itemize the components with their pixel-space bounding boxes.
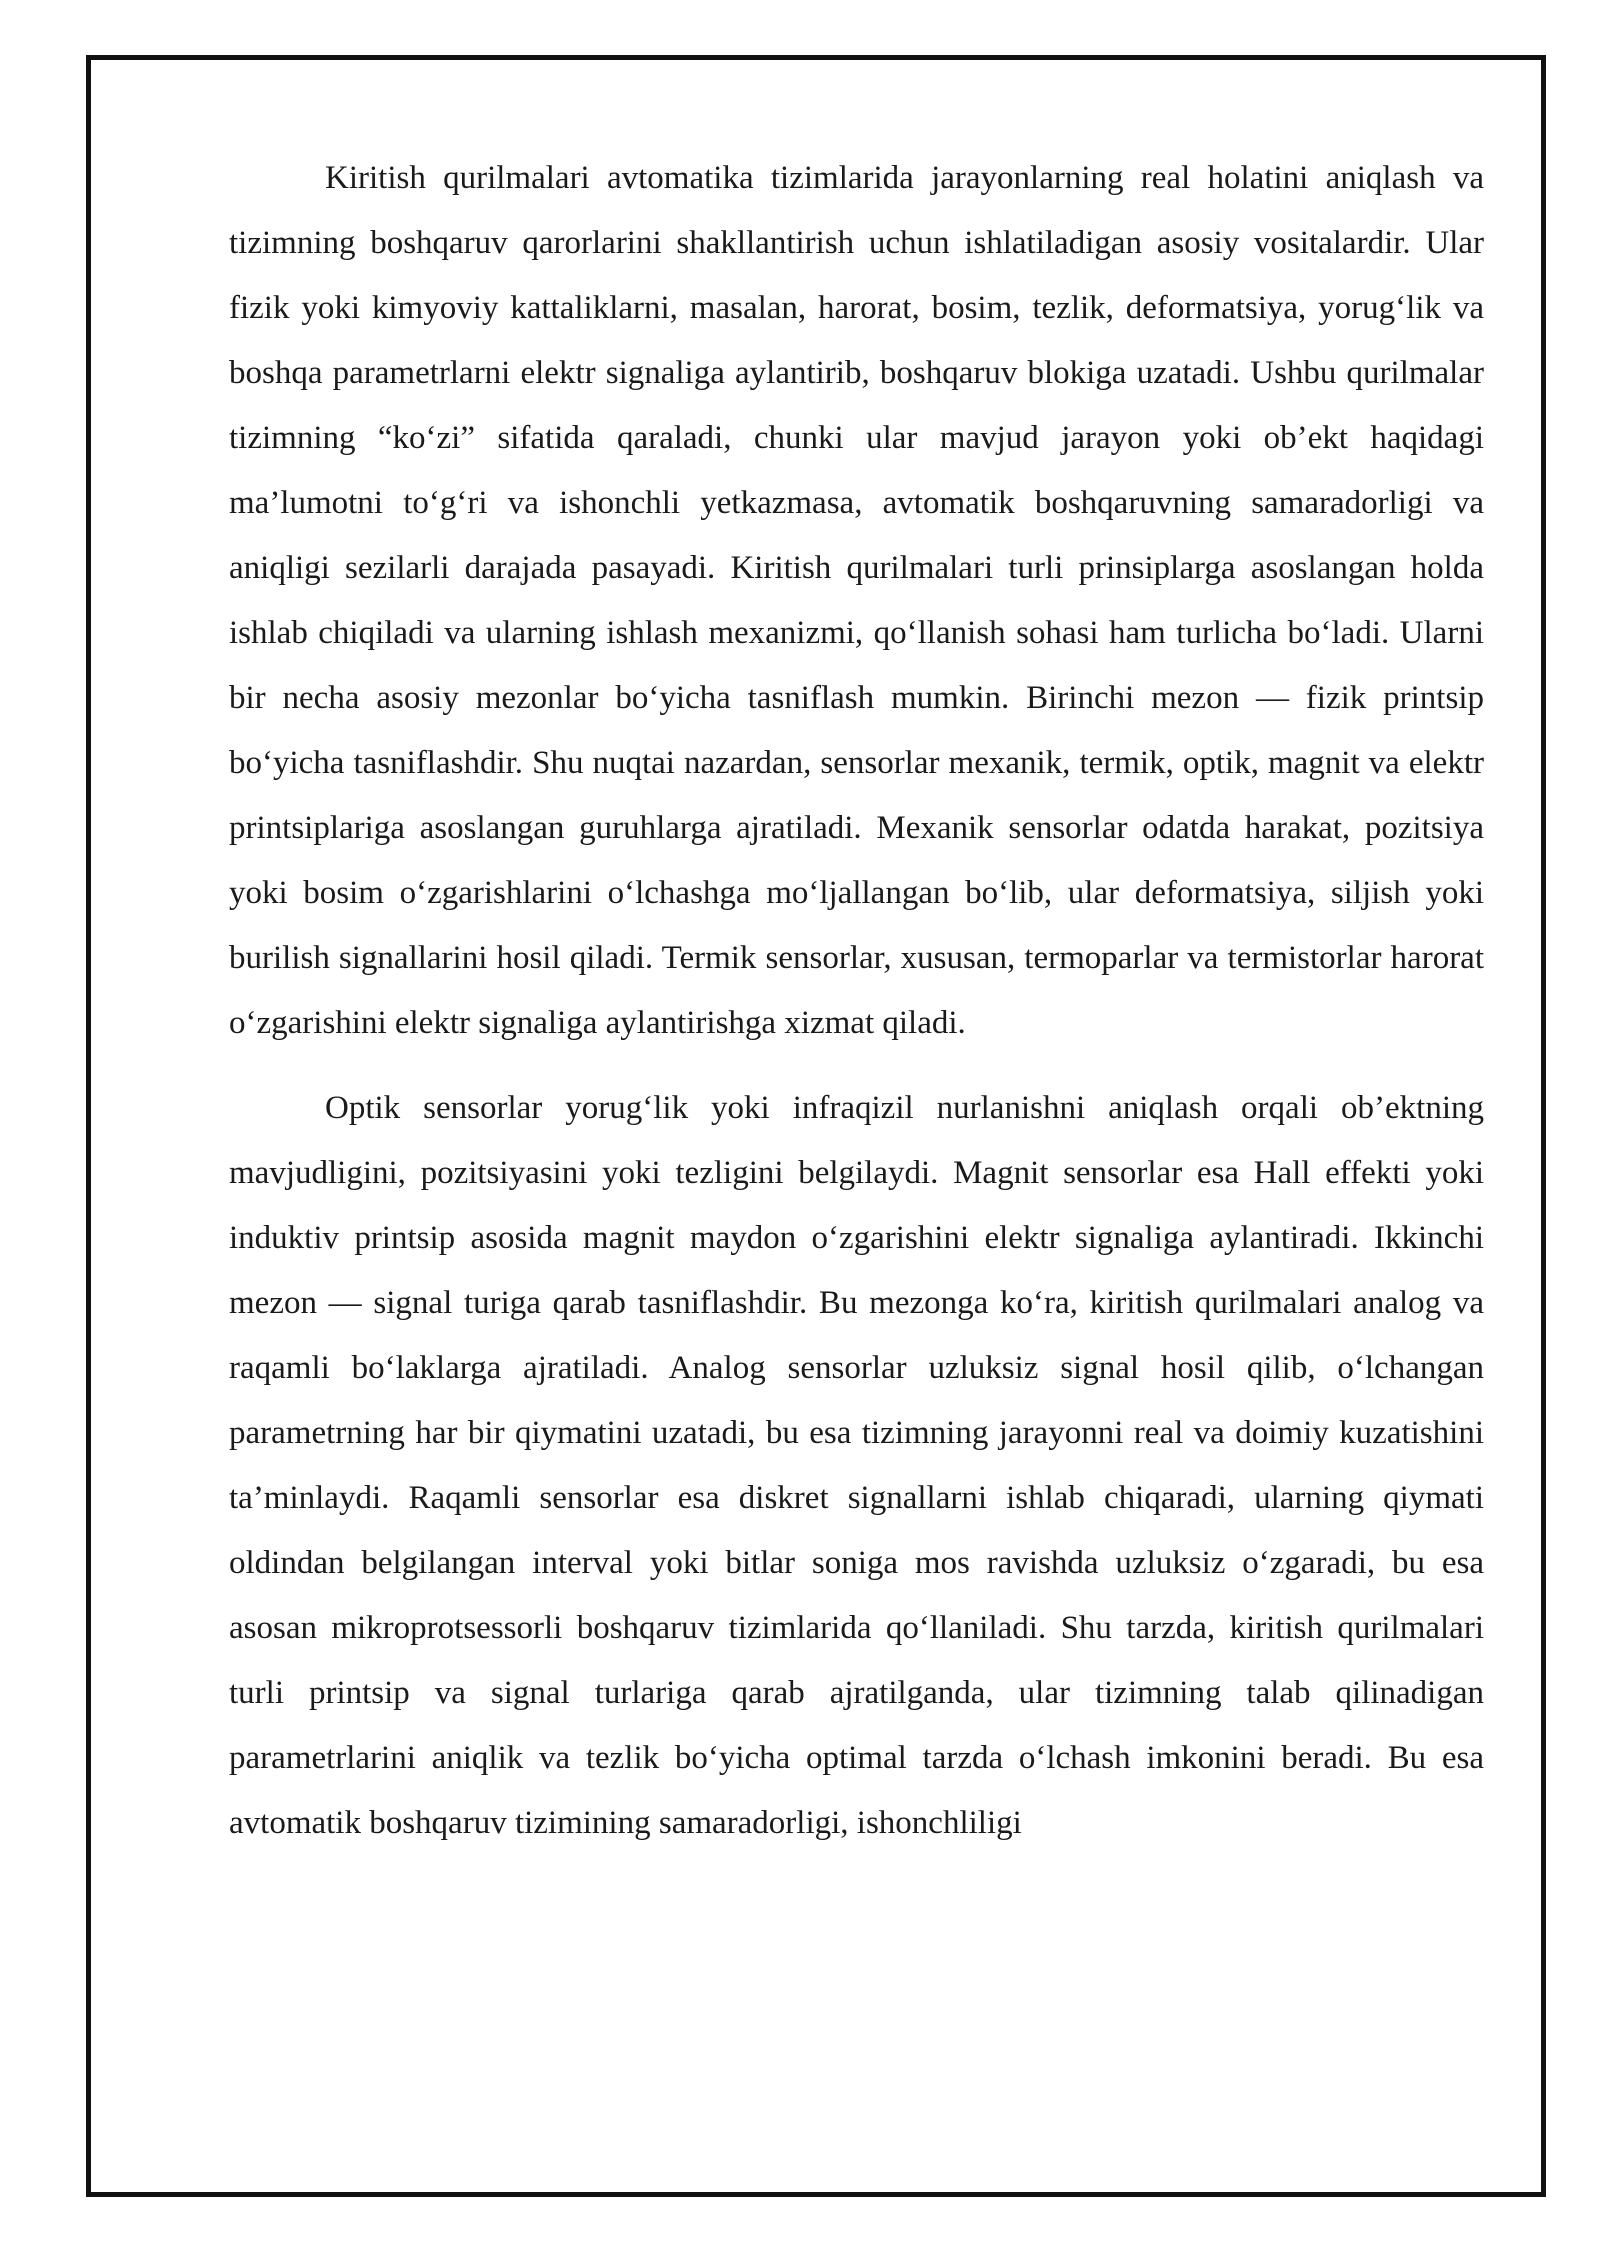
document-body [229, 146, 1484, 1856]
paragraph-2: Optik sensorlar yorug‘lik yoki infraqizil nurlanishni aniqlash orqali ob’ektning mavjudligini, pozitsiyasini yoki tezligini belgilaydi. Magnit sensorlar esa Hall effekti yoki induktiv printsip asosida magnit maydon o‘zgarishini elektr signaliga aylantiradi. Ikkinchi mezon — signal turiga qarab tasniflashdir. Bu mezonga ko‘ra, kiritish qurilmalari analog va raqamli bo‘laklarga ajratiladi. Analog sensorlar uzluksiz signal hosil qilib, o‘lchangan parametrning har bir qiymatini uzatadi, bu esa tizimning jarayonni real va doimiy kuzatishini ta’minlaydi. Raqamli sensorlar esa diskret signallarni ishlab chiqaradi, ularning qiymati oldindan belgilangan interval yoki bitlar soniga mos ravishda uzluksiz o‘zgaradi, bu esa asosan mikroprotsessorli boshqaruv tizimlarida qo‘llaniladi. Shu tarzda, kiritish qurilmalari turli printsip va signal turlariga qarab ajratilganda, ular tizimning talab qilinadigan parametrlarini aniqlik va tezlik bo‘yicha optimal tarzda o‘lchash imkonini beradi. Bu esa avtomatik boshqaruv tizimining samaradorligi, ishonchliligi [229, 1090, 1484, 1841]
paragraph-1: Kiritish qurilmalari avtomatika tizimlarida jarayonlarning real holatini aniqlash va tizimning boshqaruv qarorlarini shakllantirish uchun ishlatiladigan asosiy vositalardir. Ular fizik yoki kimyoviy kattaliklarni, masalan, harorat, bosim, tezlik, deformatsiya, yorug‘lik va boshqa parametrlarni elektr signaliga aylantirib, boshqaruv blokiga uzatadi. Ushbu qurilmalar tizimning “ko‘zi” sifatida qaraladi, chunki ular mavjud jarayon yoki ob’ekt haqidagi ma’lumotni to‘g‘ri va ishonchli yetkazmasa, avtomatik boshqaruvning samaradorligi va aniqligi sezilarli darajada pasayadi. Kiritish qurilmalari turli prinsiplarga asoslangan holda ishlab chiqiladi va ularning ishlash mexanizmi, qo‘llanish sohasi ham turlicha bo‘ladi. Ularni bir necha asosiy mezonlar bo‘yicha tasniflash mumkin. Birinchi mezon — fizik printsip bo‘yicha tasniflashdir. Shu nuqtai nazardan, sensorlar mexanik, termik, optik, magnit va elektr printsiplariga asoslangan guruhlarga ajratiladi. Mexanik sensorlar odatda harakat, pozitsiya yoki bosim o‘zgarishlarini o‘lchashga mo‘ljallangan bo‘lib, ular deformatsiya, siljish yoki burilish signallarini hosil qiladi. Termik sensorlar, xususan, termoparlar va termistorlar harorat o‘zgarishini elektr signaliga aylantirishga xizmat qiladi. [229, 160, 1484, 1041]
